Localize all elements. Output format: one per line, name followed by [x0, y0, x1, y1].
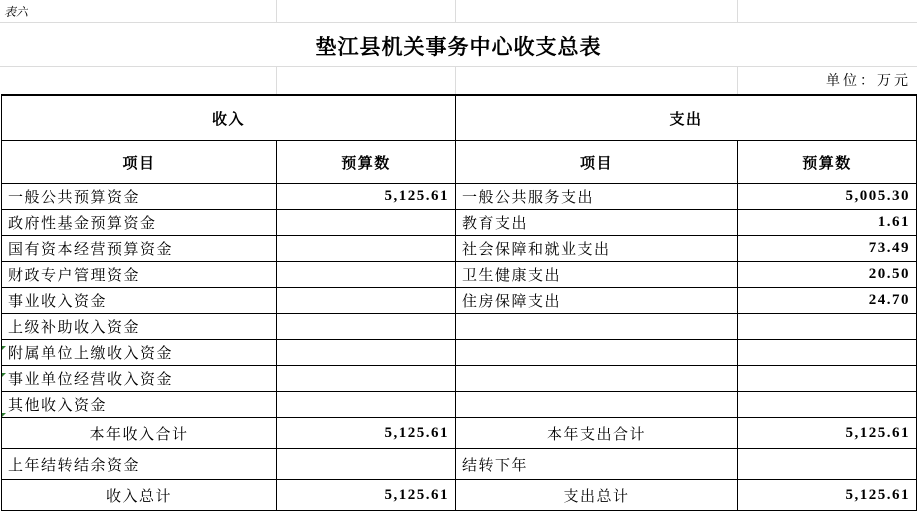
gridline — [455, 66, 456, 94]
table-row — [2, 236, 917, 262]
exp-label-cell[interactable]: 支出总计 — [456, 480, 738, 511]
exp-value-cell[interactable]: 5,125.61 — [738, 480, 917, 511]
income-value-cell[interactable] — [277, 340, 456, 366]
income-item-cell[interactable]: 财政专户管理资金 — [2, 262, 277, 288]
exp-value-cell[interactable] — [738, 340, 917, 366]
table-row — [2, 366, 917, 392]
exp-budget-header[interactable]: 预算数 — [738, 141, 917, 184]
table-row — [2, 210, 917, 236]
exp-label-cell[interactable]: 结转下年 — [456, 449, 738, 480]
expenditure-header[interactable]: 支出 — [456, 95, 917, 141]
income-item-cell[interactable]: 其他收入资金 — [2, 392, 277, 418]
exp-value-cell[interactable]: 5,125.61 — [738, 418, 917, 449]
exp-value-cell[interactable]: 24.70 — [738, 288, 917, 314]
comment-marker-icon — [2, 373, 6, 377]
exp-item-cell[interactable] — [456, 340, 738, 366]
exp-value-cell[interactable] — [738, 449, 917, 480]
table-row — [2, 314, 917, 340]
exp-item-cell[interactable] — [456, 392, 738, 418]
comment-marker-icon — [2, 413, 6, 417]
income-value-cell[interactable]: 5,125.61 — [277, 184, 456, 210]
table-row — [2, 340, 917, 366]
income-item-cell[interactable]: 事业单位经营收入资金 — [2, 366, 277, 392]
exp-value-cell[interactable]: 73.49 — [738, 236, 917, 262]
table-row — [2, 184, 917, 210]
income-item-cell[interactable]: 上级补助收入资金 — [2, 314, 277, 340]
exp-value-cell[interactable] — [738, 392, 917, 418]
budget-table — [1, 94, 917, 511]
income-label-cell[interactable]: 收入总计 — [2, 480, 277, 511]
section-header-row — [2, 95, 917, 141]
income-value-cell[interactable] — [277, 262, 456, 288]
income-label-cell[interactable]: 上年结转结余资金 — [2, 449, 277, 480]
exp-item-cell[interactable] — [456, 314, 738, 340]
income-item-cell[interactable]: 事业收入资金 — [2, 288, 277, 314]
exp-item-cell[interactable]: 住房保障支出 — [456, 288, 738, 314]
income-value-cell[interactable]: 5,125.61 — [277, 418, 456, 449]
exp-value-cell[interactable] — [738, 366, 917, 392]
gridline — [455, 0, 456, 22]
unit-label[interactable]: 单位：万元 — [826, 73, 911, 89]
table-row — [2, 288, 917, 314]
exp-item-cell[interactable]: 教育支出 — [456, 210, 738, 236]
income-value-cell[interactable] — [277, 314, 456, 340]
exp-value-cell[interactable]: 20.50 — [738, 262, 917, 288]
exp-item-cell[interactable]: 一般公共服务支出 — [456, 184, 738, 210]
income-value-cell[interactable] — [277, 210, 456, 236]
income-budget-header[interactable]: 预算数 — [277, 141, 456, 184]
income-value-cell[interactable]: 5,125.61 — [277, 480, 456, 511]
exp-label-cell[interactable]: 本年支出合计 — [456, 418, 738, 449]
column-header-row — [2, 141, 917, 184]
income-item-header[interactable]: 项目 — [2, 141, 277, 184]
income-value-cell[interactable] — [277, 392, 456, 418]
gridline — [276, 66, 277, 94]
table-row — [2, 392, 917, 418]
income-value-cell[interactable] — [277, 449, 456, 480]
page-title[interactable]: 垫江县机关事务中心收支总表 — [315, 34, 602, 59]
carry-over-row — [2, 449, 917, 480]
exp-item-cell[interactable]: 卫生健康支出 — [456, 262, 738, 288]
grand-total-row — [2, 480, 917, 511]
income-header[interactable]: 收入 — [2, 95, 456, 141]
income-item-cell[interactable]: 政府性基金预算资金 — [2, 210, 277, 236]
income-item-cell[interactable]: 附属单位上缴收入资金 — [2, 340, 277, 366]
year-total-row — [2, 418, 917, 449]
gridline — [276, 0, 277, 22]
income-value-cell[interactable] — [277, 366, 456, 392]
gridline — [737, 0, 738, 22]
income-label-cell[interactable]: 本年收入合计 — [2, 418, 277, 449]
income-value-cell[interactable] — [277, 236, 456, 262]
income-item-cell[interactable]: 国有资本经营预算资金 — [2, 236, 277, 262]
sheet-label[interactable]: 表六 — [4, 4, 29, 19]
gridline — [0, 66, 917, 67]
exp-item-cell[interactable]: 社会保障和就业支出 — [456, 236, 738, 262]
exp-item-cell[interactable] — [456, 366, 738, 392]
exp-value-cell[interactable]: 1.61 — [738, 210, 917, 236]
gridline — [737, 66, 738, 94]
exp-value-cell[interactable] — [738, 314, 917, 340]
exp-item-header[interactable]: 项目 — [456, 141, 738, 184]
income-value-cell[interactable] — [277, 288, 456, 314]
comment-marker-icon — [2, 346, 6, 350]
exp-value-cell[interactable]: 5,005.30 — [738, 184, 917, 210]
income-item-cell[interactable]: 一般公共预算资金 — [2, 184, 277, 210]
table-row — [2, 262, 917, 288]
gridline — [0, 22, 917, 23]
